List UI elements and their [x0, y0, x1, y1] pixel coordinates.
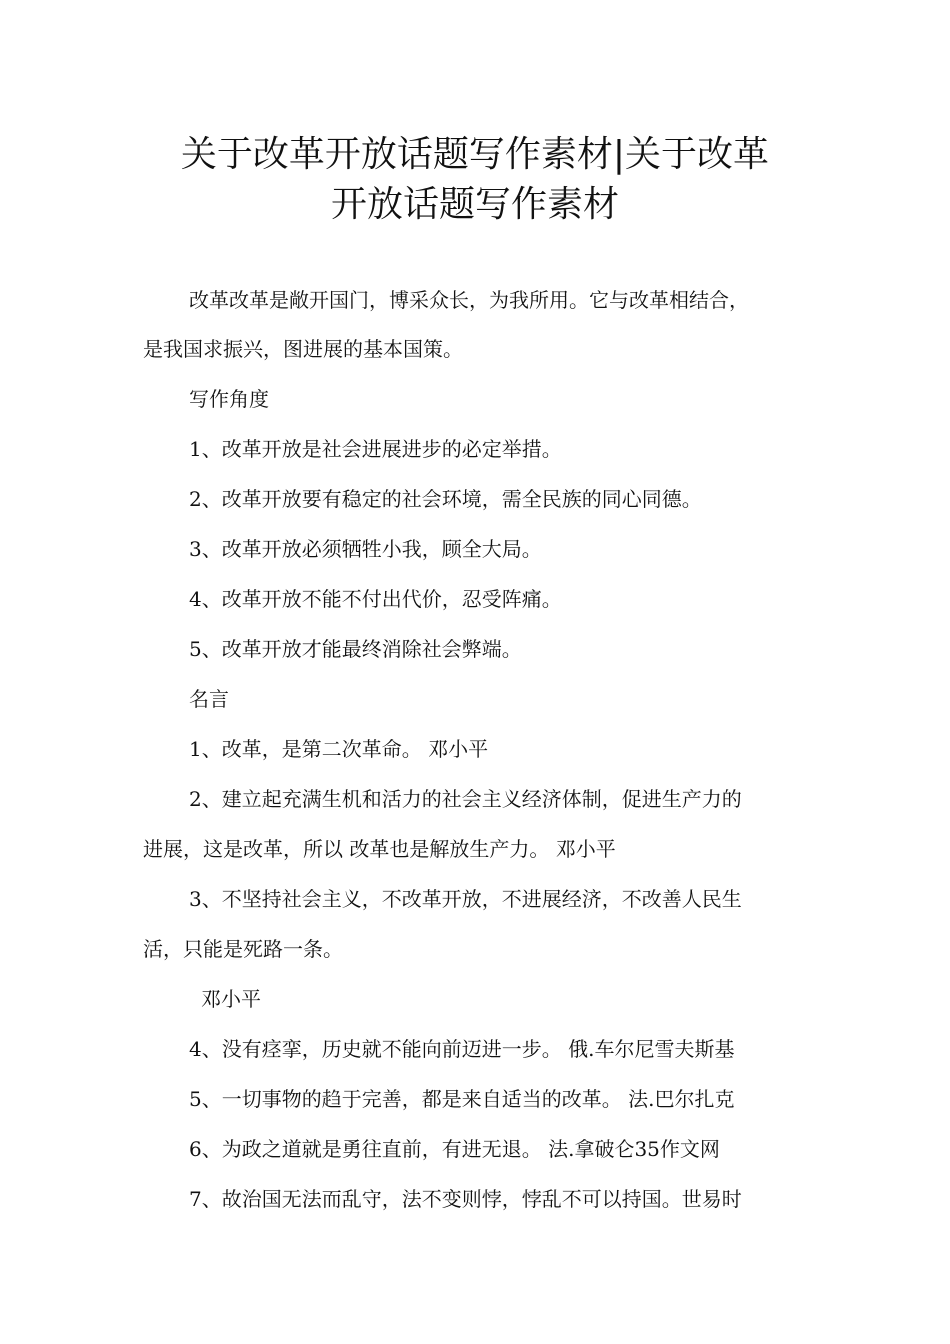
- quote-item-continued: [143, 834, 833, 864]
- intro-line-1: 改革改革是敞开国门，博采众长，为我所用。它与改革相结合，: [189, 288, 749, 312]
- quote-text: 5、一切事物的趋于完善，都是来自适当的改革。 法.巴尔扎克: [189, 1087, 735, 1111]
- intro-paragraph-continued: [143, 334, 833, 364]
- quote-item: [143, 1184, 833, 1214]
- quote-author: [143, 984, 833, 1014]
- intro-paragraph: [143, 285, 833, 315]
- quotes-heading: [143, 684, 833, 714]
- quote-item: [143, 734, 833, 764]
- angle-item-text: 5、改革开放才能最终消除社会弊端。: [189, 637, 522, 661]
- quote-author-text: 邓小平: [201, 987, 261, 1011]
- angle-item: [143, 584, 833, 614]
- angle-heading-text: 写作角度: [189, 387, 269, 411]
- quotes-heading-text: 名言: [189, 687, 229, 711]
- quote-text: 4、没有痉挛，历史就不能向前迈进一步。 俄.车尔尼雪夫斯基: [189, 1037, 735, 1061]
- angle-heading: [143, 384, 833, 414]
- angle-item-text: 1、改革开放是社会进展进步的必定举措。: [189, 437, 562, 461]
- angle-item: [143, 534, 833, 564]
- quote-item: [143, 1084, 833, 1114]
- quote-text: 6、为政之道就是勇往直前，有进无退。 法.拿破仑35作文网: [189, 1137, 720, 1161]
- quote-item: [143, 1134, 833, 1164]
- quote-item: [143, 1034, 833, 1064]
- document-title-line-2: 开放话题写作素材: [330, 184, 619, 225]
- quote-text: 1、改革，是第二次革命。 邓小平: [189, 737, 489, 761]
- quote-text: 7、故治国无法而乱守，法不变则悖，悖乱不可以持国。世易时: [189, 1187, 742, 1211]
- angle-item: [143, 484, 833, 514]
- quote-item: [143, 784, 833, 814]
- intro-line-2: 是我国求振兴，图进展的基本国策。: [143, 337, 463, 361]
- angle-item-text: 2、改革开放要有稳定的社会环境，需全民族的同心同德。: [189, 487, 702, 511]
- quote-item-continued: [143, 934, 833, 964]
- quote-item: [143, 884, 833, 914]
- angle-item-text: 4、改革开放不能不付出代价，忍受阵痛。: [189, 587, 562, 611]
- angle-item-text: 3、改革开放必须牺牲小我，顾全大局。: [189, 537, 542, 561]
- quote-text: 3、不坚持社会主义，不改革开放，不进展经济，不改善人民生: [189, 887, 742, 911]
- angle-item: [143, 434, 833, 464]
- angle-item: [143, 634, 833, 664]
- quote-text: 进展，这是改革，所以 改革也是解放生产力。 邓小平: [143, 837, 616, 861]
- document-title-line-1: 关于改革开放话题写作素材|关于改革: [180, 134, 770, 175]
- quote-text: 2、建立起充满生机和活力的社会主义经济体制，促进生产力的: [189, 787, 742, 811]
- quote-text: 活，只能是死路一条。: [143, 937, 343, 961]
